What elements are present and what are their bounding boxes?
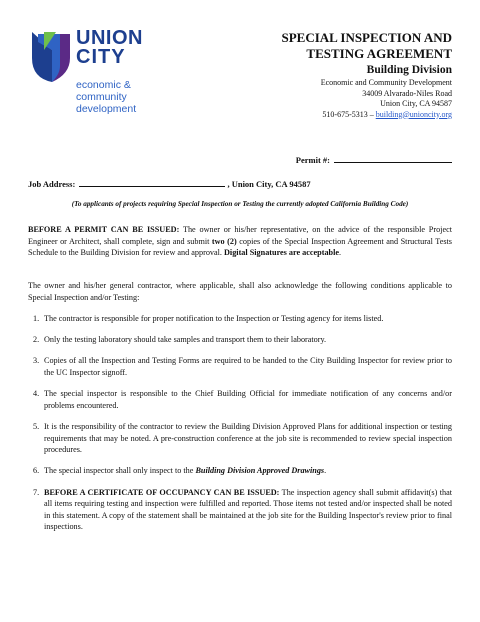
applicability-note: (To applicants of projects requiring Special Inspection or Testing the currently adopted California Building Code): [71, 200, 409, 208]
contact-line: [192, 110, 452, 121]
item-text: Copies of all the Inspection and Testing Forms are required to be handed to the City Building Inspector for review prior to the UC Inspector signoff.: [44, 356, 452, 377]
street-address: 34009 Alvarado-Niles Road: [362, 88, 452, 98]
tagline-line: economic &: [76, 79, 131, 91]
item-text: The special inspector is responsible to the Chief Building Official for immediate notification of any concerns and/or problems encountered.: [44, 389, 452, 410]
list-item: [28, 355, 452, 378]
job-address-field: [28, 177, 311, 189]
item-text: .: [324, 466, 327, 476]
permit-requirement-paragraph: [28, 224, 452, 259]
email-link[interactable]: building@unioncity.org: [375, 109, 452, 119]
item-number: 2.: [33, 335, 40, 345]
item-number: 5.: [33, 421, 40, 431]
list-item: [28, 487, 452, 533]
item-number: 6.: [33, 466, 40, 476]
list-item: [28, 313, 452, 325]
list-item: [28, 388, 452, 411]
tagline-line: development: [76, 103, 137, 115]
permit-field: [296, 153, 452, 165]
tagline-line: community: [76, 91, 127, 103]
list-item: [28, 465, 452, 477]
item-text: The inspection agency shall submit affidavit(s) that all items requiring testing and inspection were fulfilled and reported. Those items not tested and/or inspected shall be noted in this statement. A copy of the statement shall be maintained at the job site for the Building Inspector's review prior to final inspections.: [44, 487, 452, 532]
conditions-intro: The owner and his/her general contractor, where applicable, shall also acknowledge the following conditions applicable to Special Inspection and/or Testing:: [28, 281, 452, 302]
phone-number: 510-675-5313 –: [322, 109, 374, 119]
digital-signature-note: Digital Signatures are acceptable: [224, 248, 340, 258]
job-address-suffix: , Union City, CA 94587: [227, 179, 311, 189]
city-address: Union City, CA 94587: [380, 99, 452, 108]
item-number: 3.: [33, 356, 40, 366]
title-line-1: SPECIAL INSPECTION AND: [281, 30, 452, 45]
item-emphasis: Building Division Approved Drawings: [195, 466, 325, 476]
item-text: Only the testing laboratory should take samples and transport them to their laboratory.: [44, 335, 327, 345]
document-header: [192, 30, 452, 120]
item-number: 7.: [33, 487, 40, 497]
job-address-label: Job Address:: [28, 179, 76, 189]
conditions-list: [28, 313, 452, 542]
logo-word-city: CITY: [76, 46, 126, 68]
item-text: The contractor is responsible for proper notification to the Inspection or Testing agency for items listed.: [44, 314, 384, 323]
para-text: copies of the Special Inspection Agreement and Structural Tests Schedule to the Building Division for review and approval.: [28, 236, 452, 258]
permit-number-input[interactable]: [334, 153, 452, 163]
para-emphasis: two (2): [211, 236, 237, 246]
job-address-input[interactable]: [79, 177, 225, 187]
item-number: 4.: [33, 389, 40, 399]
list-item: [28, 421, 452, 456]
item-lead: BEFORE A CERTIFICATE OF OCCUPANCY CAN BE ISSUED:: [44, 487, 280, 497]
logo-mark-icon: [30, 28, 74, 84]
para-lead: BEFORE A PERMIT CAN BE ISSUED:: [28, 225, 180, 234]
item-text: The special inspector shall only inspect to the: [44, 466, 196, 476]
para-text: .: [339, 248, 342, 258]
list-item: [28, 334, 452, 346]
logo-word-union: UNION: [76, 27, 143, 49]
permit-label: Permit #:: [295, 155, 330, 165]
item-text: It is the responsibility of the contractor to review the Building Division Approved Plans for additional inspection or testing requirements that may be noted. A pre-construction conference at the job site is recommended to review special inspection procedures.: [44, 421, 452, 455]
title-line-2: TESTING AGREEMENT: [306, 46, 452, 61]
department-name: Economic and Community Development: [320, 78, 452, 87]
union-city-logo: [30, 28, 170, 122]
para-text: The owner or his/her representative, on the advice of the responsible Project Engineer or Architect, shall complete, sign and submit: [28, 225, 452, 246]
division-name: Building Division: [366, 64, 452, 76]
item-number: 1.: [33, 314, 40, 323]
logo-tagline: [76, 79, 136, 115]
